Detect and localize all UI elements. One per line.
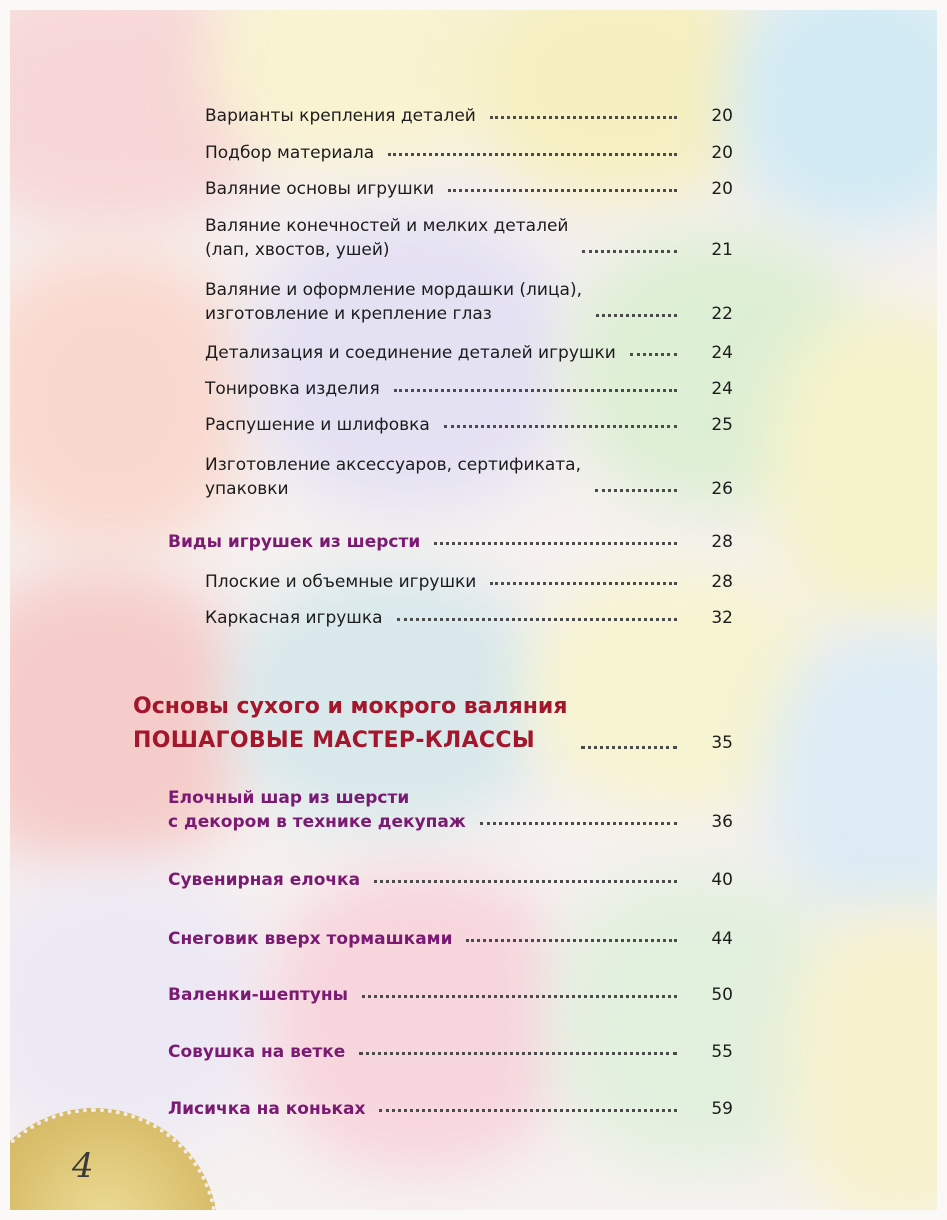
toc-page-number: 44 [711, 929, 733, 949]
toc-entry-title: Каркасная игрушка [205, 608, 383, 628]
toc-project-title: Сувенирная елочка [168, 870, 361, 890]
toc-entry-title: Варианты крепления деталей [205, 106, 476, 126]
toc-project[interactable] [168, 786, 733, 834]
toc-page-number: 20 [711, 143, 733, 163]
dot-leader [388, 153, 677, 156]
toc-project-title: Совушка на ветке [168, 1042, 346, 1062]
toc-page-number: 28 [711, 572, 733, 592]
dot-leader [374, 880, 677, 883]
toc-entry-title: Валяние и оформление мордашки (лица), [205, 280, 582, 300]
toc-page-number: 26 [711, 479, 733, 499]
toc-section-title: Основы сухого и мокрого валяния [133, 694, 568, 719]
dot-leader [490, 116, 677, 119]
toc-page-number: 36 [711, 812, 733, 832]
dot-leader [595, 489, 677, 492]
toc-entry[interactable] [205, 278, 733, 326]
toc-entry-title: Валяние основы игрушки [205, 179, 435, 199]
toc-entry[interactable] [205, 341, 733, 365]
toc-entry-title: Плоские и объемные игрушки [205, 572, 477, 592]
toc-page-number: 59 [711, 1099, 733, 1119]
toc-page-number: 21 [711, 240, 733, 260]
toc-page-number: 28 [711, 532, 733, 552]
toc-entry[interactable] [205, 377, 733, 401]
toc-project[interactable] [168, 1040, 733, 1064]
dot-leader [394, 389, 677, 392]
toc-project-title: Снеговик вверх тормашками [168, 929, 453, 949]
toc-page-number: 50 [711, 985, 733, 1005]
toc-page-number: 22 [711, 304, 733, 324]
toc-entry[interactable] [205, 453, 733, 501]
dot-leader [359, 1052, 677, 1055]
toc-project[interactable] [168, 868, 733, 892]
toc-page-number: 55 [711, 1042, 733, 1062]
toc-entry[interactable] [205, 214, 733, 262]
toc-entry-title: (лап, хвостов, ушей) [205, 240, 390, 260]
toc-entry-title: Тонировка изделия [205, 379, 380, 399]
toc-page-number: 20 [711, 179, 733, 199]
toc-project-title: Лисичка на коньках [168, 1099, 366, 1119]
toc-project[interactable] [168, 983, 733, 1007]
dot-leader [434, 542, 677, 545]
toc-project[interactable] [168, 927, 733, 951]
dot-leader [630, 353, 677, 356]
toc-entry-title: упаковки [205, 479, 289, 499]
dot-leader [596, 314, 677, 317]
dot-leader [581, 746, 677, 749]
toc-project-title: с декором в технике декупаж [168, 812, 466, 832]
dot-leader [379, 1109, 677, 1112]
dot-leader [466, 939, 677, 942]
toc-project-title: Елочный шар из шерсти [168, 788, 410, 808]
toc-section-subtitle: ПОШАГОВЫЕ МАСТЕР-КЛАССЫ [133, 728, 535, 753]
toc-entry-title: Валяние конечностей и мелких деталей [205, 216, 569, 236]
toc-entry[interactable] [205, 413, 733, 437]
page-number: 4 [72, 1146, 94, 1186]
toc-category-title: Виды игрушек из шерсти [168, 532, 421, 552]
toc-category[interactable] [168, 530, 733, 554]
toc-entry-title: Детализация и соединение деталей игрушки [205, 343, 616, 363]
dot-leader [582, 250, 677, 253]
toc-page-number: 40 [711, 870, 733, 890]
toc-entry[interactable] [205, 141, 733, 165]
toc-entry[interactable] [205, 606, 733, 630]
toc-page-number: 32 [711, 608, 733, 628]
toc-page-number: 24 [711, 379, 733, 399]
dot-leader [444, 425, 677, 428]
toc-entry-title: Распушение и шлифовка [205, 415, 430, 435]
dot-leader [490, 582, 677, 585]
dot-leader [448, 189, 677, 192]
toc-entry-title: изготовление и крепление глаз [205, 304, 492, 324]
toc-project[interactable] [168, 1097, 733, 1121]
toc-entry[interactable] [205, 570, 733, 594]
toc-entry-title: Изготовление аксессуаров, сертификата, [205, 455, 581, 475]
toc-section[interactable] [133, 690, 733, 758]
toc-entry[interactable] [205, 104, 733, 128]
toc-project-title: Валенки-шептуны [168, 985, 349, 1005]
toc-entry[interactable] [205, 177, 733, 201]
toc-page-number: 25 [711, 415, 733, 435]
toc-page-number: 20 [711, 106, 733, 126]
toc-page-number: 24 [711, 343, 733, 363]
dot-leader [362, 995, 677, 998]
dot-leader [480, 822, 677, 825]
toc-entry-title: Подбор материала [205, 143, 375, 163]
dot-leader [397, 618, 677, 621]
toc-page-number: 35 [711, 733, 733, 753]
